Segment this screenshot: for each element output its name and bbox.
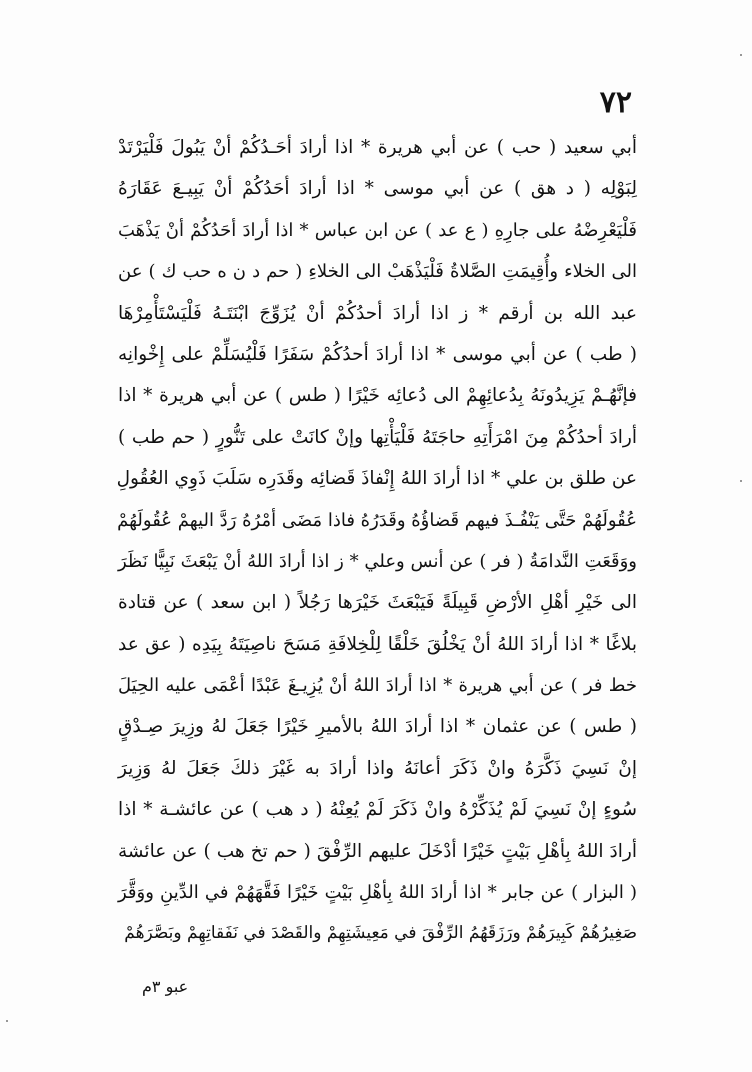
text-line: خط فر ) عن أبي هريرة * اذا أرادَ اللهُ أنْ يُزِيـغَ عَبْدًا أعْمَى عليه الحِيَلَ xyxy=(118,675,637,697)
text-line: الى خَيْرِ أهْلِ الأرْضِ قَبِيلَةً فَيَبْعَثَ خَيْرَها رَجُلاً ( ابن سعد ) عن قتادة xyxy=(118,592,637,614)
text-line: ( البزار ) عن جابر * اذا أرادَ اللهُ بِأهْلِ بَيْتٍ خَيْرًا فَقَّهَهُمْ في الدِّينِ ووَقَّرَ xyxy=(118,882,637,904)
text-line: أرادَ أحدُكُمْ مِنَ امْرَأَتِهِ حاجَتَهُ فَلْيَأْتِها وإنْ كانَتْ على تَنُّورٍ ( حم طب ) xyxy=(118,426,637,448)
text-block xyxy=(118,127,637,955)
text-line: ( طس ) عن عثمان * اذا أرادَ اللهُ بالأميرِ خَيْرًا جَعَلَ لهُ وزِيرَ صِـدْقٍ xyxy=(118,716,637,738)
page-number: ٧٢ xyxy=(599,85,632,120)
text-line: ( طب ) عن أبي موسى * اذا أرادَ أحدُكُمْ سَفَرًا فَلْيُسَلِّمْ على إِخْوانِه xyxy=(118,343,637,365)
text-line: إنْ نَسِيَ ذَكَّرَهُ وانْ ذَكَرَ أعانَهُ واذا أرادَ به غَيْرَ ذلكَ جَعَلَ لهُ وَزِيرَ xyxy=(118,757,637,779)
printer-signature: عبو ٣م xyxy=(142,977,189,996)
text-line: صَغِيرُهُمْ كَبِيرَهُمْ ورَزَقَهُمُ الرِّفْقَ في مَعِيشَتِهِمْ والقَصْدَ في نَفَقاتِهِمْ وبَصَّرَهُمْ xyxy=(124,923,637,944)
text-line: عن طلق بن علي * اذا أرادَ اللهُ إِنْفاذَ قَضائِه وقَدَرِه سَلَبَ ذَوِي العُقُولِ xyxy=(116,468,637,490)
scan-speck xyxy=(6,1020,8,1022)
text-line: فإنَّهُـمْ يَزِيدُونَهُ بِدُعائِهِمْ الى دُعائِه خَيْرًا ( طس ) عن أبي هريرة * اذا xyxy=(118,385,637,407)
text-line: فَلْيَعْرِضْهُ على جارِهِ ( ع عد ) عن ابن عباس * اذا أرادَ أحَدُكُمْ أنْ يَذْهَبَ xyxy=(118,219,637,241)
scan-speck xyxy=(740,480,742,482)
text-line: عبد الله بن أرقم * ز اذا أرادَ أحدُكُمْ أنْ يُزَوِّجَ ابْنَتَـهُ فَلْيَسْتَأْمِرْهَا xyxy=(118,302,637,324)
text-line: لِبَوْلِه ( د هق ) عن أبي موسى * اذا أرادَ أحَدُكُمْ أنْ يَبِيـعَ عَقَارَهُ xyxy=(118,178,637,200)
text-line: عُقُولَهُمْ حَتَّى يَنْفُـذَ فيهم قَضاؤُهُ وقَدَرُهُ فاذا مَضَى أمْرُهُ رَدَّ اليهمْ عُقُولَهُمْ xyxy=(117,509,637,531)
text-line: ووَقَعَتِ النَّدامَةُ ( فر ) عن أنس وعلي * ز اذا أرادَ اللهُ أنْ يَبْعَثَ نَبِيًّا نَظَرَ xyxy=(118,550,637,572)
text-line: أبي سعيد ( حب ) عن أبي هريرة * اذا أرادَ أحَـدُكُمْ أنْ يَبُولَ فَلْيَرْتَدْ xyxy=(118,137,637,158)
text-line: بلاغًا * اذا أرادَ اللهُ أنْ يَخْلُقَ خَلْقًا لِلْخِلافَةِ مَسَحَ ناصِيَتَهُ بِيَدِه ( عق عد xyxy=(118,633,637,655)
text-line: سُوءٍ إنْ نَسِيَ لَمْ يُذَكِّرْهُ وانْ ذَكَرَ لَمْ يُعِنْهُ ( د هب ) عن عائشـة * اذا xyxy=(118,799,637,821)
text-line: أرادَ اللهُ بِأهْلِ بَيْتٍ خَيْرًا أدْخَلَ عليهم الرِّفْقَ ( حم تخ هب ) عن عائشة xyxy=(118,840,637,862)
scan-speck xyxy=(740,54,742,56)
text-line: الى الخلاء وأُقِيمَتِ الصَّلاةُ فَلْيَذْهَبْ الى الخلاءِ ( حم د ن ه حب ك ) عن xyxy=(118,261,637,283)
